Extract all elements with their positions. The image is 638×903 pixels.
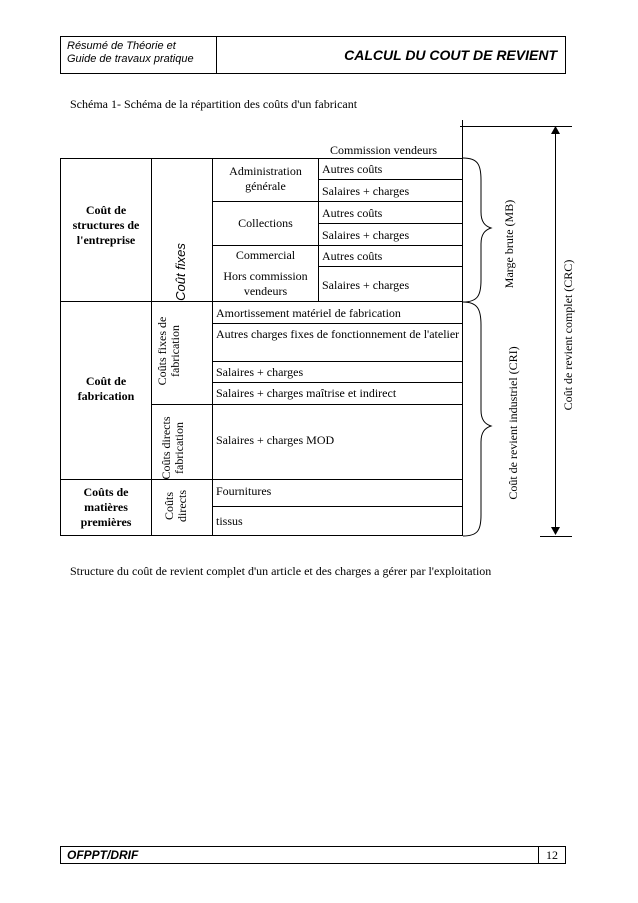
commission-label: Commission vendeurs [330, 143, 437, 157]
cell-hors-commission: Hors commission vendeurs [223, 269, 308, 298]
cell-collections: Collections [238, 216, 293, 230]
cell-tissus: tissus [216, 514, 243, 528]
page-footer [60, 846, 566, 864]
page-number: 12 [538, 847, 565, 863]
cell-autres-charges-fixes: Autres charges fixes de fonctionnement de l'atelier [216, 327, 460, 341]
category-matieres: Coûts de matières premières [80, 485, 132, 529]
cell-salaires-fabrication: Salaires + charges [216, 365, 304, 379]
schema-caption: Schéma 1- Schéma de la répartition des coûts d'un fabricant [70, 97, 358, 111]
cell-fournitures: Fournitures [216, 484, 272, 498]
cell-salaires-mod: Salaires + charges MOD [216, 433, 335, 447]
footer-org: OFPPT/DRIF [67, 848, 139, 862]
header-title: CALCUL DU COUT DE REVIENT [344, 47, 557, 63]
header-left-line1: Résumé de Théorie et [67, 40, 176, 52]
cell-commercial: Commercial [235, 248, 296, 262]
cell-autres-couts-collections: Autres coûts [322, 206, 383, 220]
cell-salaires-admin: Salaires + charges [322, 184, 410, 198]
cell-salaires-collections: Salaires + charges [322, 228, 410, 242]
label-marge-brute: Marge brute (MB) [502, 199, 516, 289]
cell-administration: Administration générale [229, 164, 302, 193]
cell-autres-couts-commercial: Autres coûts [322, 249, 383, 263]
cell-salaires-maitrise: Salaires + charges maîtrise et indirect [216, 386, 397, 400]
sub-label-couts-fixes: Coût fixes [173, 243, 188, 301]
sub-label-directs-fabrication: Coûts directs fabrication [159, 416, 186, 480]
cell-salaires-commercial: Salaires + charges [322, 278, 410, 292]
category-fabrication: Coût de fabrication [77, 374, 135, 403]
cell-amortissement: Amortissement matériel de fabrication [216, 306, 401, 320]
header-left-line2: Guide de travaux pratique [67, 53, 194, 65]
sub-label-directs: Coûts directs [162, 490, 189, 522]
sub-label-fixes-fabrication: Coûts fixes de fabrication [155, 316, 182, 386]
structure-description: Structure du coût de revient complet d'un article et des charges a gérer par l'exploitation [70, 564, 492, 578]
cell-autres-couts-admin: Autres coûts [322, 162, 383, 176]
category-structure: Coût de structures de l'entreprise [72, 203, 140, 247]
label-cout-revient-complet: Coût de revient complet (CRC) [562, 245, 576, 425]
label-cout-revient-industriel: Coût de revient industriel (CRI) [506, 346, 520, 500]
